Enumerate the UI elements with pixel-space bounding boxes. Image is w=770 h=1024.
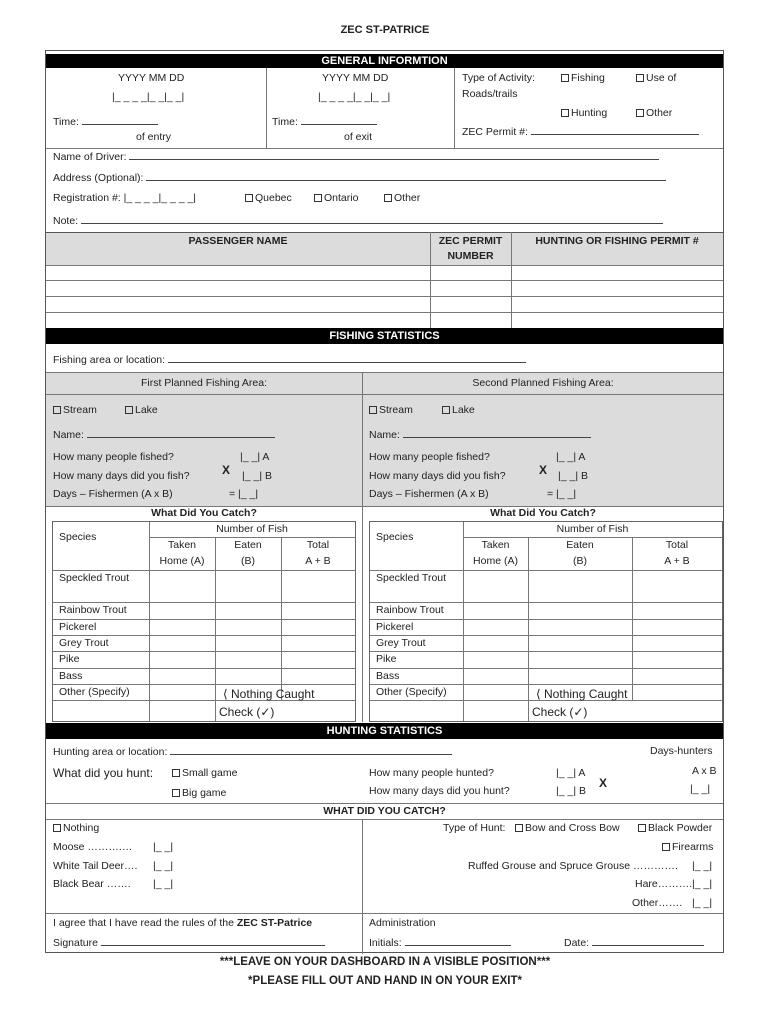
second-area-label: Second Planned Fishing Area: xyxy=(472,377,614,389)
hunting-area-field[interactable] xyxy=(170,745,452,755)
signature-label: Signature xyxy=(53,936,325,950)
firearms-checkbox[interactable]: Firearms xyxy=(662,841,713,854)
entry-date-label: YYYY MM DD xyxy=(118,72,185,84)
species-row-label: Rainbow Trout xyxy=(376,604,444,616)
bear-label: Black Bear ……. xyxy=(53,878,131,890)
eaten-header: Eaten xyxy=(234,539,262,551)
hunting-stats-header: HUNTING STATISTICS xyxy=(46,723,723,739)
total-header: Total xyxy=(665,539,689,551)
first-stream-checkbox[interactable]: Stream xyxy=(53,404,97,417)
activity-label: Type of Activity: xyxy=(462,72,535,84)
species-row-label: Bass xyxy=(376,670,400,682)
nothing-caught-check[interactable]: Check (✓) xyxy=(532,705,588,719)
total-header-2: A + B xyxy=(664,555,690,567)
second-days-fishermen-label: Days – Fishermen (A x B) xyxy=(369,488,489,500)
fishing-checkbox[interactable]: Fishing xyxy=(561,72,605,85)
signature-field[interactable] xyxy=(101,936,325,946)
second-name-field[interactable] xyxy=(403,428,591,438)
initials-label: Initials: xyxy=(369,936,511,950)
grouse-field[interactable]: |_ _| xyxy=(692,860,713,872)
exit-date-label: YYYY MM DD xyxy=(322,72,389,84)
days-hunters-field[interactable]: |_ _| xyxy=(690,783,711,795)
ontario-checkbox[interactable]: Ontario xyxy=(314,192,358,205)
taken-header-2: Home (A) xyxy=(159,555,205,567)
fishing-area-label: Fishing area or location: xyxy=(53,353,526,367)
driver-name-field[interactable] xyxy=(129,150,659,160)
passenger-rows[interactable] xyxy=(47,266,429,327)
black-powder-checkbox[interactable]: Black Powder xyxy=(638,822,712,835)
second-days-fishermen-field[interactable]: = |_ _| xyxy=(547,488,577,500)
first-lake-checkbox[interactable]: Lake xyxy=(125,404,158,417)
big-game-checkbox[interactable]: Big game xyxy=(172,787,226,800)
zec-permit-header-2: NUMBER xyxy=(447,250,494,262)
moose-label: Moose ……….… xyxy=(53,841,133,853)
registration-form xyxy=(45,50,724,953)
divider xyxy=(454,68,455,148)
species-row-label: Speckled Trout xyxy=(376,572,447,584)
hare-field[interactable]: |_ _| xyxy=(692,878,713,890)
passenger-name-header: PASSENGER NAME xyxy=(188,235,288,247)
bow-checkbox[interactable]: Bow and Cross Bow xyxy=(515,822,620,835)
second-name-label: Name: xyxy=(369,428,591,442)
hare-label: Hare………. xyxy=(635,878,693,890)
hunting-fishing-permit-header: HUNTING OR FISHING PERMIT # xyxy=(535,235,699,247)
people-hunted-field[interactable]: |_ _| A xyxy=(556,767,586,779)
zec-permit-header: ZEC PERMIT xyxy=(438,235,503,247)
number-of-fish-header: Number of Fish xyxy=(216,523,288,535)
species-header: Species xyxy=(59,531,97,543)
hunting-area-label: Hunting area or location: xyxy=(53,745,452,759)
species-row-label: Other (Specify) xyxy=(376,686,447,698)
general-info-header: GENERAL INFORMTION xyxy=(46,54,723,68)
total-header: Total xyxy=(306,539,330,551)
footer-line-2: *PLEASE FILL OUT AND HAND IN ON YOUR EXIT* xyxy=(248,975,522,987)
multiply-mark: X xyxy=(539,463,548,477)
species-row-label: Grey Trout xyxy=(376,637,426,649)
fishing-stats-header: FISHING STATISTICS xyxy=(46,328,723,344)
divider xyxy=(149,537,355,538)
agreement-text: I agree that I have read the rules of the ZEC ST-Patrice xyxy=(53,917,313,929)
second-catch-table xyxy=(369,521,723,722)
entry-time-field[interactable] xyxy=(82,115,158,125)
type-of-hunt-label: Type of Hunt: xyxy=(443,822,506,834)
first-catch-header: What Did You Catch? xyxy=(151,507,257,519)
eaten-header: Eaten xyxy=(566,539,594,551)
days-hunters-label: Days-hunters xyxy=(650,745,713,757)
moose-field[interactable]: |_ _| xyxy=(153,841,174,853)
nothing-caught-label[interactable]: ⟨ Nothing Caught xyxy=(223,687,315,701)
zec-permit-field[interactable] xyxy=(531,125,699,135)
form-title: ZEC ST-PATRICE xyxy=(340,24,430,36)
administration-label: Administration xyxy=(369,917,436,929)
species-row-label: Pike xyxy=(59,653,80,665)
what-did-you-catch-header: WHAT DID YOU CATCH? xyxy=(323,805,446,817)
first-people-label: How many people fished? xyxy=(53,451,174,463)
days-hunt-field[interactable]: |_ _| B xyxy=(556,785,586,797)
species-header: Species xyxy=(376,531,414,543)
first-name-label: Name: xyxy=(53,428,275,442)
roads-trails-label: Roads/trails xyxy=(462,88,518,100)
grouse-label: Ruffed Grouse and Spruce Grouse …………. xyxy=(468,860,678,872)
date-field[interactable] xyxy=(592,936,704,946)
nothing-checkbox[interactable]: Nothing xyxy=(53,822,99,835)
exit-time-label: Time: xyxy=(272,115,377,129)
fishing-area-field[interactable] xyxy=(168,353,526,363)
hunting-checkbox[interactable]: Hunting xyxy=(561,107,607,120)
species-row-label: Bass xyxy=(59,670,83,682)
species-row-label: Pickerel xyxy=(59,621,97,633)
eaten-header-2: (B) xyxy=(241,555,255,567)
multiply-mark: X xyxy=(222,463,231,477)
second-stream-checkbox[interactable]: Stream xyxy=(369,404,413,417)
of-exit-label: of exit xyxy=(344,131,373,143)
species-row-label: Other (Specify) xyxy=(59,686,130,698)
entry-time-label: Time: xyxy=(53,115,158,129)
multiply-mark: X xyxy=(599,776,608,790)
registration-label: Registration #: |_ _ _ _|_ _ _ _| xyxy=(53,192,197,204)
total-header-2: A + B xyxy=(305,555,331,567)
species-row-label: Rainbow Trout xyxy=(59,604,127,616)
species-row-label: Grey Trout xyxy=(59,637,109,649)
other-activity-checkbox[interactable]: Other xyxy=(636,107,672,120)
address-field[interactable] xyxy=(146,171,666,181)
axb-label: A x B xyxy=(692,765,717,777)
species-row-label: Pike xyxy=(376,653,397,665)
number-of-fish-header: Number of Fish xyxy=(556,523,629,535)
second-catch-header: What Did You Catch? xyxy=(490,507,596,519)
nothing-caught-label[interactable]: ⟨ Nothing Caught xyxy=(536,687,628,701)
date-label: Date: xyxy=(564,936,704,950)
deer-label: White Tail Deer…. xyxy=(53,860,138,872)
first-area-label: First Planned Fishing Area: xyxy=(140,377,268,389)
first-days-label: How many days did you fish? xyxy=(53,470,190,482)
other-province-checkbox[interactable]: Other xyxy=(384,192,420,205)
other-game-label: Other……. xyxy=(632,897,683,909)
species-row-label: Pickerel xyxy=(376,621,414,633)
use-of-checkbox[interactable]: Use of xyxy=(636,72,676,85)
first-days-field[interactable]: |_ _| B xyxy=(242,470,272,482)
catch-entry-cells[interactable] xyxy=(464,571,721,699)
initials-field[interactable] xyxy=(405,936,511,946)
divider xyxy=(266,68,267,148)
taken-header: Taken xyxy=(167,539,197,551)
catch-entry-cells[interactable] xyxy=(150,571,354,699)
second-days-field[interactable]: |_ _| B xyxy=(558,470,588,482)
note-label: Note: xyxy=(53,214,663,228)
driver-name-label: Name of Driver: xyxy=(53,150,659,164)
taken-header-2: Home (A) xyxy=(473,555,518,567)
footer-line-1: ***LEAVE ON YOUR DASHBOARD IN A VISIBLE POSITION*** xyxy=(219,956,551,968)
second-people-field[interactable]: |_ _| A xyxy=(556,451,586,463)
people-hunted-label: How many people hunted? xyxy=(369,767,494,779)
nothing-caught-check[interactable]: Check (✓) xyxy=(219,705,275,719)
species-row-label: Speckled Trout xyxy=(59,572,130,584)
first-people-field[interactable]: |_ _| A xyxy=(240,451,270,463)
address-label: Address (Optional): xyxy=(53,171,666,185)
other-game-field[interactable]: |_ _| xyxy=(692,897,713,909)
note-field[interactable] xyxy=(81,214,663,224)
taken-header: Taken xyxy=(481,539,510,551)
second-people-label: How many people fished? xyxy=(369,451,490,463)
second-lake-checkbox[interactable]: Lake xyxy=(442,404,475,417)
entry-date-field[interactable]: |_ _ _ _|_ _|_ _| xyxy=(112,91,185,103)
first-catch-table xyxy=(52,521,356,722)
days-hunt-label: How many days did you hunt? xyxy=(369,785,510,797)
bear-field[interactable]: |_ _| xyxy=(153,878,174,890)
of-entry-label: of entry xyxy=(136,131,172,143)
registration-field[interactable]: |_ _ _ _|_ _ _ _| xyxy=(123,192,197,204)
quebec-checkbox[interactable]: Quebec xyxy=(245,192,292,205)
eaten-header-2: (B) xyxy=(573,555,587,567)
what-hunt-label: What did you hunt: xyxy=(53,766,154,780)
first-days-fishermen-label: Days – Fishermen (A x B) xyxy=(53,488,173,500)
second-days-label: How many days did you fish? xyxy=(369,470,506,482)
deer-field[interactable]: |_ _| xyxy=(153,860,174,872)
first-days-fishermen-field[interactable]: = |_ _| xyxy=(229,488,259,500)
small-game-checkbox[interactable]: Small game xyxy=(172,767,237,780)
first-name-field[interactable] xyxy=(87,428,275,438)
divider xyxy=(463,537,722,538)
zec-permit-label: ZEC Permit #: xyxy=(462,125,699,139)
exit-date-field[interactable]: |_ _ _ _|_ _|_ _| xyxy=(318,91,391,103)
exit-time-field[interactable] xyxy=(301,115,377,125)
